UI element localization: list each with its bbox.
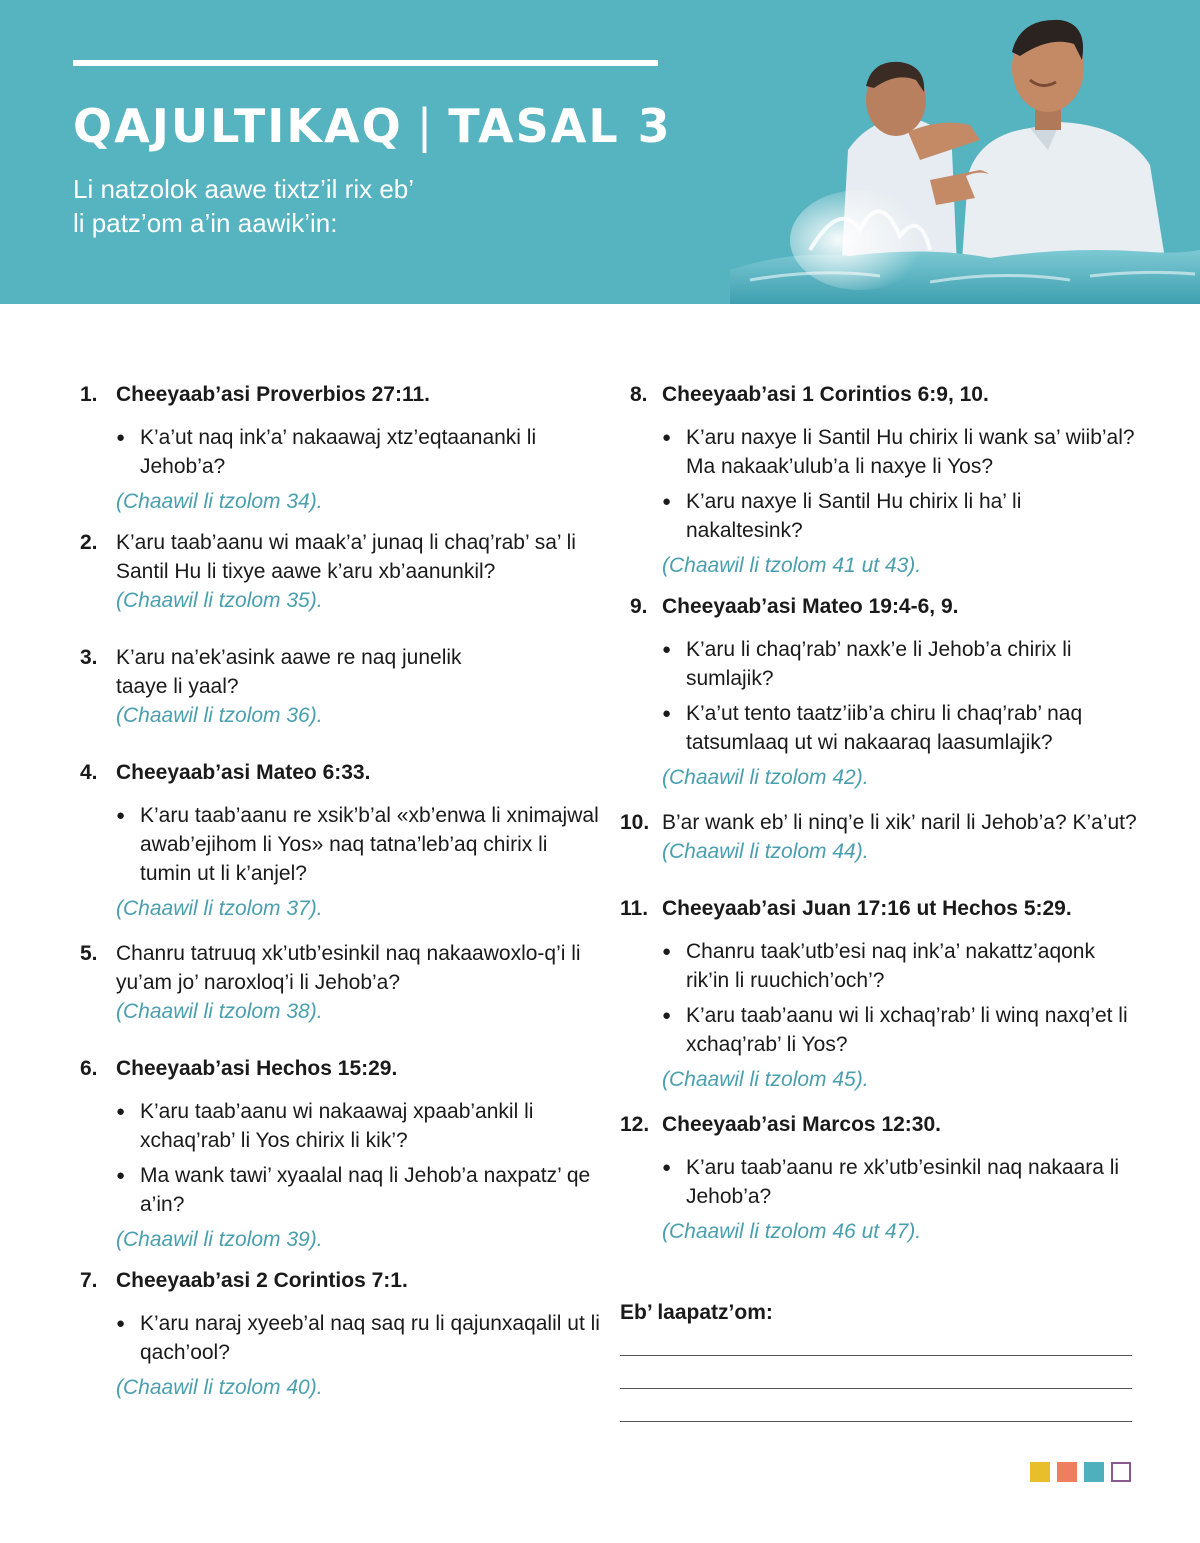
header-banner [0, 0, 1200, 304]
bullet-list [662, 937, 1140, 1059]
title-separator: | [416, 99, 435, 153]
baptism-illustration [730, 0, 1200, 304]
bullet-item: ● K’aru taab’aanu re xk’utb’esinkil naq nakaara li Jehob’a? [662, 1153, 1140, 1211]
bullet-list [116, 1309, 600, 1367]
lesson-reference: (Chaawil li tzolom 41 ut 43). [662, 554, 922, 577]
bullet-list [116, 801, 600, 888]
note-line[interactable] [620, 1388, 1132, 1389]
question-11 [620, 894, 1140, 1094]
bullet-item: ● K’aru naraj xyeeb’al naq saq ru li qajunxaqalil ut li qach’ool? [116, 1309, 600, 1367]
question-12 [620, 1110, 1140, 1246]
subtitle-line-2: li patz’om a’in aawik’in: [73, 208, 338, 238]
question-number: 11. [620, 897, 649, 920]
note-line[interactable] [620, 1421, 1132, 1422]
lesson-reference: (Chaawil li tzolom 37). [116, 897, 323, 920]
question-4 [80, 758, 600, 923]
question-number: 3. [80, 646, 98, 669]
questions-left-column [80, 380, 600, 1402]
question-heading: Cheeyaab’asi Mateo 6:33. [116, 761, 371, 784]
question-heading: Cheeyaab’asi Marcos 12:30. [662, 1113, 941, 1136]
note-line[interactable] [620, 1355, 1132, 1356]
question-heading: Cheeyaab’asi Proverbios 27:11. [116, 383, 431, 406]
bullet-item: ● K’a’ut tento taatz’iib’a chiru li chaq’rab’ naq tatsumlaaq ut wi nakaaraq laasumlajik? [662, 699, 1140, 757]
bullet-list [662, 635, 1140, 757]
question-number: 4. [80, 761, 98, 784]
bullet-list [116, 423, 600, 481]
bullet-item: ● K’aru taab’aanu wi nakaawaj xpaab’ankil li xchaq’rab’ li Yos chirix li kik’? [116, 1097, 600, 1155]
bullet-item: ● K’aru li chaq’rab’ naxk’e li Jehob’a chirix li sumlajik? [662, 635, 1140, 693]
question-number: 8. [630, 383, 648, 406]
bullet-list [116, 1097, 600, 1219]
square-yellow [1030, 1462, 1050, 1482]
lesson-reference: (Chaawil li tzolom 38). [116, 1000, 323, 1023]
title-right: TASAL 3 [448, 99, 672, 153]
question-number: 6. [80, 1057, 98, 1080]
question-text: K’aru taab’aanu wi maak’a’ junaq li chaq’rab’ sa’ li Santil Hu li tixye aawe k’aru xb’aanunkil? [116, 531, 576, 583]
bullet-list [662, 423, 1140, 545]
lesson-reference: (Chaawil li tzolom 42). [662, 766, 869, 789]
lesson-reference: (Chaawil li tzolom 39). [116, 1228, 323, 1251]
lesson-reference: (Chaawil li tzolom 34). [116, 490, 323, 513]
question-heading: Cheeyaab’asi Mateo 19:4-6, 9. [662, 595, 959, 618]
question-10 [620, 808, 1140, 866]
question-number: 12. [620, 1113, 650, 1136]
bullet-item: ● K’aru naxye li Santil Hu chirix li ha’ li nakaltesink? [662, 487, 1140, 545]
notes-heading: Eb’ laapatz’om: [620, 1301, 773, 1324]
question-5 [80, 939, 600, 1026]
banner-rule [73, 60, 658, 66]
question-number: 1. [80, 383, 98, 406]
square-outline [1111, 1462, 1131, 1482]
question-heading: Cheeyaab’asi Juan 17:16 ut Hechos 5:29. [662, 897, 1072, 920]
question-text: Chanru tatruuq xk’utb’esinkil naq nakaawoxlo-q’i li yu’am jo’ naroxloq’i li Jehob’a? [116, 942, 581, 994]
page-title [73, 96, 672, 156]
question-heading: Cheeyaab’asi 1 Corintios 6:9, 10. [662, 383, 989, 406]
question-number: 10. [620, 811, 650, 834]
square-teal [1084, 1462, 1104, 1482]
bullet-item: ● K’aru taab’aanu re xsik’b’al «xb’enwa li xnimajwal awab’ejihom li Yos» naq tatna’leb’aq chirix li tumin ut li k’anjel? [116, 801, 600, 888]
lesson-reference: (Chaawil li tzolom 40). [116, 1376, 323, 1399]
bullet-item: ● K’aru naxye li Santil Hu chirix li wank sa’ wiib’al? Ma nakaak’ulub’a li naxye li Yos? [662, 423, 1140, 481]
page-subtitle [73, 172, 593, 240]
bullet-item: ● Chanru taak’utb’esi naq ink’a’ nakattz’aqonk rik’in li ruuchich’och’? [662, 937, 1140, 995]
question-number: 7. [80, 1269, 98, 1292]
question-3 [80, 643, 600, 730]
question-1 [80, 380, 600, 516]
lesson-reference: (Chaawil li tzolom 44). [662, 840, 869, 863]
lesson-reference: (Chaawil li tzolom 46 ut 47). [662, 1220, 922, 1243]
lesson-reference: (Chaawil li tzolom 45). [662, 1068, 869, 1091]
question-8 [620, 380, 1140, 580]
question-text: B’ar wank eb’ li ninq’e li xik’ naril li Jehob’a? K’a’ut? [662, 811, 1137, 834]
lesson-reference: (Chaawil li tzolom 36). [116, 704, 323, 727]
question-number: 5. [80, 942, 98, 965]
bullet-item: ● K’a’ut naq ink’a’ nakaawaj xtz’eqtaananki li Jehob’a? [116, 423, 600, 481]
question-heading: Cheeyaab’asi Hechos 15:29. [116, 1057, 398, 1080]
title-left: QAJULTIKAQ [73, 99, 403, 153]
question-9 [620, 592, 1140, 792]
question-2 [80, 528, 600, 615]
questions-right-column [620, 380, 1140, 1246]
bullet-item: ● K’aru taab’aanu wi li xchaq’rab’ li winq naxq’et li xchaq’rab’ li Yos? [662, 1001, 1140, 1059]
square-orange [1057, 1462, 1077, 1482]
question-7 [80, 1266, 600, 1402]
question-heading: Cheeyaab’asi 2 Corintios 7:1. [116, 1269, 408, 1292]
question-6 [80, 1054, 600, 1254]
lesson-reference: (Chaawil li tzolom 35). [116, 589, 323, 612]
question-number: 2. [80, 531, 98, 554]
question-number: 9. [630, 595, 648, 618]
bullet-list [662, 1153, 1140, 1211]
question-text: K’aru na’ek’asink aawe re naq junelik taaye li yaal? [116, 646, 462, 698]
subtitle-line-1: Li natzolok aawe tixtz’il rix eb’ [73, 174, 415, 204]
bullet-item: ● Ma wank tawi’ xyaalal naq li Jehob’a naxpatz’ qe a’in? [116, 1161, 600, 1219]
